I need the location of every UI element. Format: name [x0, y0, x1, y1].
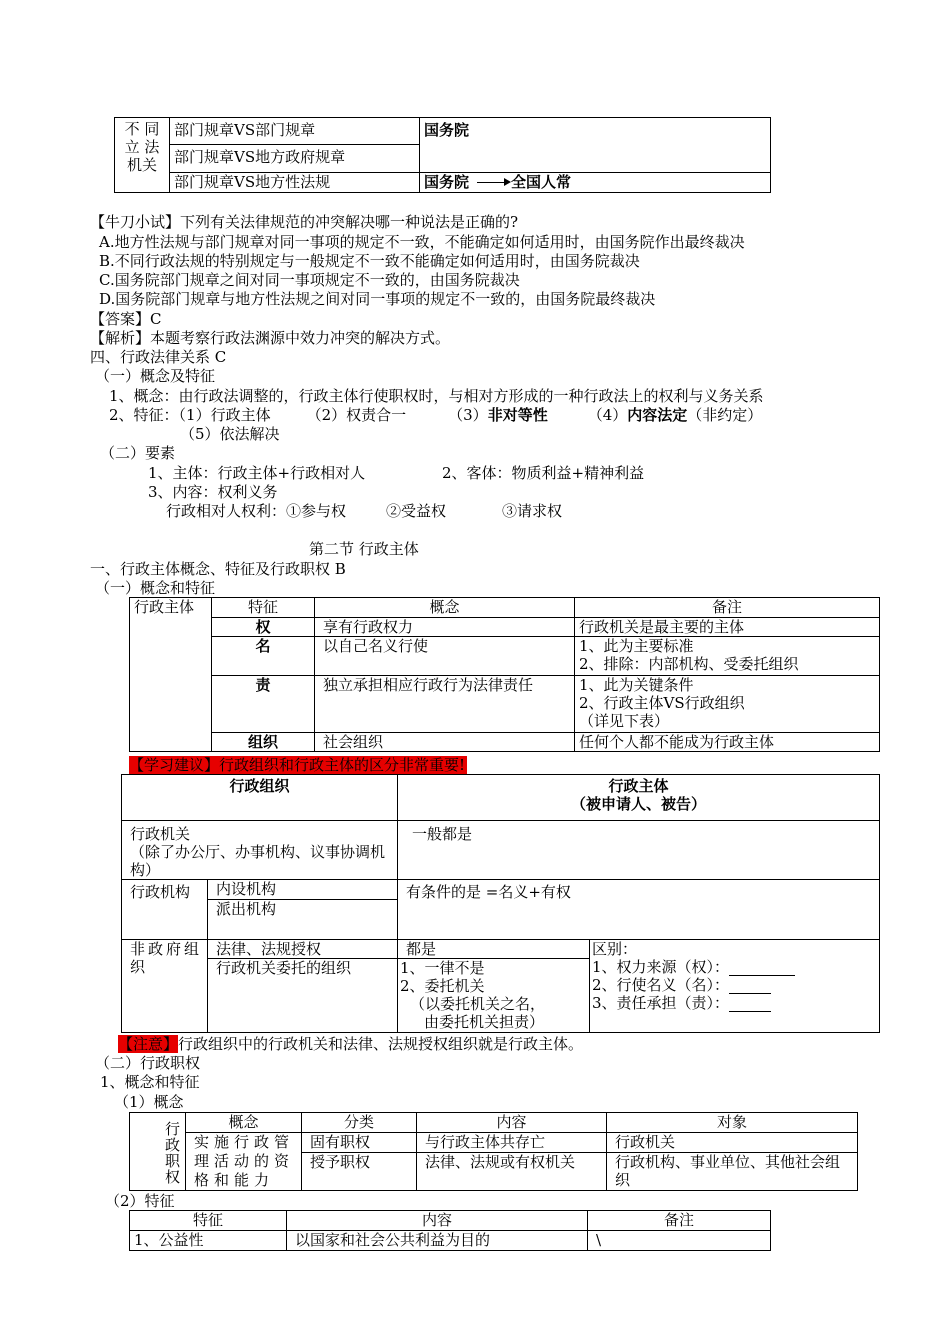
arrow-icon: [477, 182, 509, 183]
subsection-concept: （一）概念及特征: [95, 367, 216, 385]
subject-hdr-feature: 特征: [212, 598, 315, 618]
feature-3: 非对等性: [487, 406, 548, 424]
admin-organ-note: （除了办公厅、办事机构、议事协调机构）: [130, 843, 386, 879]
difference-1: [592, 958, 875, 976]
element-3: 3、内容：权利义务: [148, 483, 278, 501]
row-admin-organ: [122, 821, 398, 880]
option-b: B.不同行政法规的特别规定与一般规定不一致不能确定如何适用时，由国务院裁决: [99, 252, 640, 270]
power-object-2: 行政机构、事业单位、其他社会组织: [607, 1153, 858, 1191]
power-features-table: [129, 1210, 771, 1251]
feature-4-num: （4）: [587, 406, 628, 424]
features-line: [109, 406, 762, 425]
admin-body-label: 行政机构: [122, 880, 208, 940]
difference-1-text: 1、权力来源（权）：: [592, 958, 730, 976]
heading-concept-features: （一）概念和特征: [95, 579, 216, 597]
admin-body-status: 有条件的是 =名义+有权: [398, 880, 880, 940]
difference-2: [592, 976, 875, 994]
dispatched-body: 派出机构: [208, 900, 398, 940]
authorized-status: 都是: [398, 940, 590, 959]
entrusted-line: 由委托机关担责）: [424, 1013, 545, 1031]
question-stem: 【牛刀小试】下列有关法律规范的冲突解决哪一种说法是正确的?: [90, 213, 519, 231]
subject-note: 任何个人都不能成为行政主体: [575, 733, 880, 752]
conflict-decider-1: 国务院: [420, 118, 771, 173]
option-c: C.国务院部门规章之间对同一事项规定不一致的，由国务院裁决: [99, 271, 520, 289]
ngo-label: 非政府组织: [122, 940, 208, 1033]
decider-3b: 全国人常: [511, 173, 572, 191]
note-line: 2、排除：内部机构、受委托组织: [579, 655, 799, 673]
difference-cell: [590, 940, 880, 1033]
subject-value: 享有行政权力: [315, 618, 575, 637]
note-line: 2、行政主体VS行政组织: [579, 694, 745, 712]
subject-note: [575, 637, 880, 676]
hdr-subject: [398, 775, 880, 821]
option-d: D.国务院部门规章与地方性法规之间对同一事项的规定不一致的，由国务院最终裁决: [99, 290, 656, 308]
analysis: 【解析】本题考察行政法渊源中效力冲突的解决方式。: [90, 329, 451, 347]
option-a: A.地方性法规与部门规章对同一事项的规定不一致，不能确定如何适用时，由国务院作出最终裁决: [99, 233, 745, 251]
subsection-elements: （二）要素: [100, 444, 176, 462]
power-content-1: 与行政主体共存亡: [417, 1133, 607, 1153]
pf-hdr-content: 内容: [287, 1211, 588, 1231]
power-table: [129, 1112, 858, 1191]
internal-body: 内设机构: [208, 880, 398, 900]
hdr-subject-line1: 行政主体: [608, 777, 669, 795]
conflict-row-3: 部门规章VS地方性法规: [170, 173, 420, 193]
difference-2-text: 2、行使名义（名）：: [592, 976, 730, 994]
rights-line: [166, 502, 562, 521]
pf-hdr-note: 备注: [588, 1211, 771, 1231]
subject-key: 权: [212, 618, 315, 637]
power-object-1: 行政机关: [607, 1133, 858, 1153]
feature-5: （5）依法解决: [180, 425, 280, 443]
subject-key: 名: [212, 637, 315, 676]
difference-title: 区别：: [592, 940, 638, 958]
subject-value: 以自己名义行使: [315, 637, 575, 676]
blank-line: [729, 979, 771, 994]
right-1: 行政相对人权利：①参与权: [166, 502, 347, 520]
admin-organ-label: 行政机关: [130, 825, 191, 843]
conflict-row-2: 部门规章VS地方政府规章: [170, 145, 420, 173]
subject-table: [129, 597, 880, 752]
entrusted-line: 2、委托机关: [400, 977, 485, 995]
subject-hdr-note: 备注: [575, 598, 880, 618]
power-hdr-content: 内容: [417, 1113, 607, 1133]
element-1: 1、主体：行政主体+行政相对人: [148, 464, 366, 482]
note-tag: 【注意】: [118, 1035, 179, 1053]
heading-power-definition: （1）概念: [114, 1093, 184, 1111]
pf-note-1: \: [588, 1231, 771, 1251]
power-hdr-concept: 概念: [186, 1113, 302, 1133]
power-concept: 实施行政管理活动的资格和能力: [186, 1133, 302, 1191]
study-tip: 【学习建议】行政组织和行政主体的区分非常重要!: [129, 756, 466, 774]
note-line: [118, 1035, 583, 1054]
section-4-title: 四、行政法律关系 C: [90, 348, 227, 366]
feature-1: 2、特征：（1）行政主体: [109, 406, 271, 424]
power-table-label: 行政职权: [130, 1113, 186, 1191]
note-line: 1、此为主要标准: [579, 637, 694, 655]
power-type-2: 授予职权: [302, 1153, 417, 1191]
entrusted-line: （以委托机关之名，: [410, 995, 546, 1013]
answer: 【答案】C: [90, 310, 162, 328]
element-2: 2、客体：物质利益+精神利益: [442, 464, 645, 482]
subject-table-label: 行政主体: [130, 598, 212, 752]
subject-key: 责: [212, 676, 315, 733]
power-type-1: 固有职权: [302, 1133, 417, 1153]
heading-power-features: （2）特征: [105, 1192, 175, 1210]
power-content-2: 法律、法规或有权机关: [417, 1153, 607, 1191]
heading-power-concept: 1、概念和特征: [100, 1073, 200, 1091]
power-hdr-object: 对象: [607, 1113, 858, 1133]
org-vs-subject-table: [121, 774, 880, 1033]
difference-3-text: 3、责任承担（责）：: [592, 994, 730, 1012]
subject-note: 行政机关是最主要的主体: [575, 618, 880, 637]
right-2: ②受益权: [386, 502, 447, 520]
pf-content-1: 以国家和社会公共利益为目的: [287, 1231, 588, 1251]
heading-1: 一、行政主体概念、特征及行政职权 B: [90, 560, 346, 578]
entrusted-org: 行政机关委托的组织: [208, 959, 398, 1033]
heading-admin-power: （二）行政职权: [95, 1054, 201, 1072]
hdr-organization: 行政组织: [122, 775, 398, 821]
admin-organ-status: 一般都是: [398, 821, 880, 880]
decider-3a: 国务院: [424, 173, 470, 191]
difference-3: [592, 994, 875, 1012]
note-line: 1、此为关键条件: [579, 676, 694, 694]
pf-feature-1: 1、公益性: [130, 1231, 287, 1251]
section-2-title: 第二节 行政主体: [309, 540, 419, 558]
entrusted-line: 1、一律不是: [400, 959, 485, 977]
note-line: （详见下表）: [579, 712, 670, 730]
subject-key: 组织: [212, 733, 315, 752]
conflict-table-left-label: 不 同 立 法 机关: [115, 118, 170, 193]
subject-note: [575, 676, 880, 733]
feature-3-num: （3）: [448, 406, 488, 424]
conflict-decider-3: [420, 173, 771, 193]
subject-value: 独立承担相应行政行为法律责任: [315, 676, 575, 733]
entrusted-status: [398, 959, 590, 1033]
conflict-table: [114, 117, 771, 193]
conflict-row-1: 部门规章VS部门规章: [170, 118, 420, 145]
subject-value: 社会组织: [315, 733, 575, 752]
right-3: ③请求权: [502, 502, 563, 520]
concept-line: 1、概念：由行政法调整的，行政主体行使职权时，与相对方形成的一种行政法上的权利与义务关系: [109, 387, 764, 405]
note-text: 行政组织中的行政机关和法律、法规授权组织就是行政主体。: [178, 1035, 584, 1053]
feature-4-note: （非约定）: [687, 406, 763, 424]
feature-4: 内容法定: [627, 406, 688, 424]
feature-2: （2）权责合一: [306, 406, 407, 424]
power-hdr-type: 分类: [302, 1113, 417, 1133]
blank-line: [729, 997, 771, 1012]
authorized-org: 法律、法规授权: [208, 940, 398, 959]
hdr-subject-line2: （被申请人、被告）: [570, 795, 706, 813]
subject-hdr-concept: 概念: [315, 598, 575, 618]
blank-line: [729, 961, 795, 976]
pf-hdr-feature: 特征: [130, 1211, 287, 1231]
